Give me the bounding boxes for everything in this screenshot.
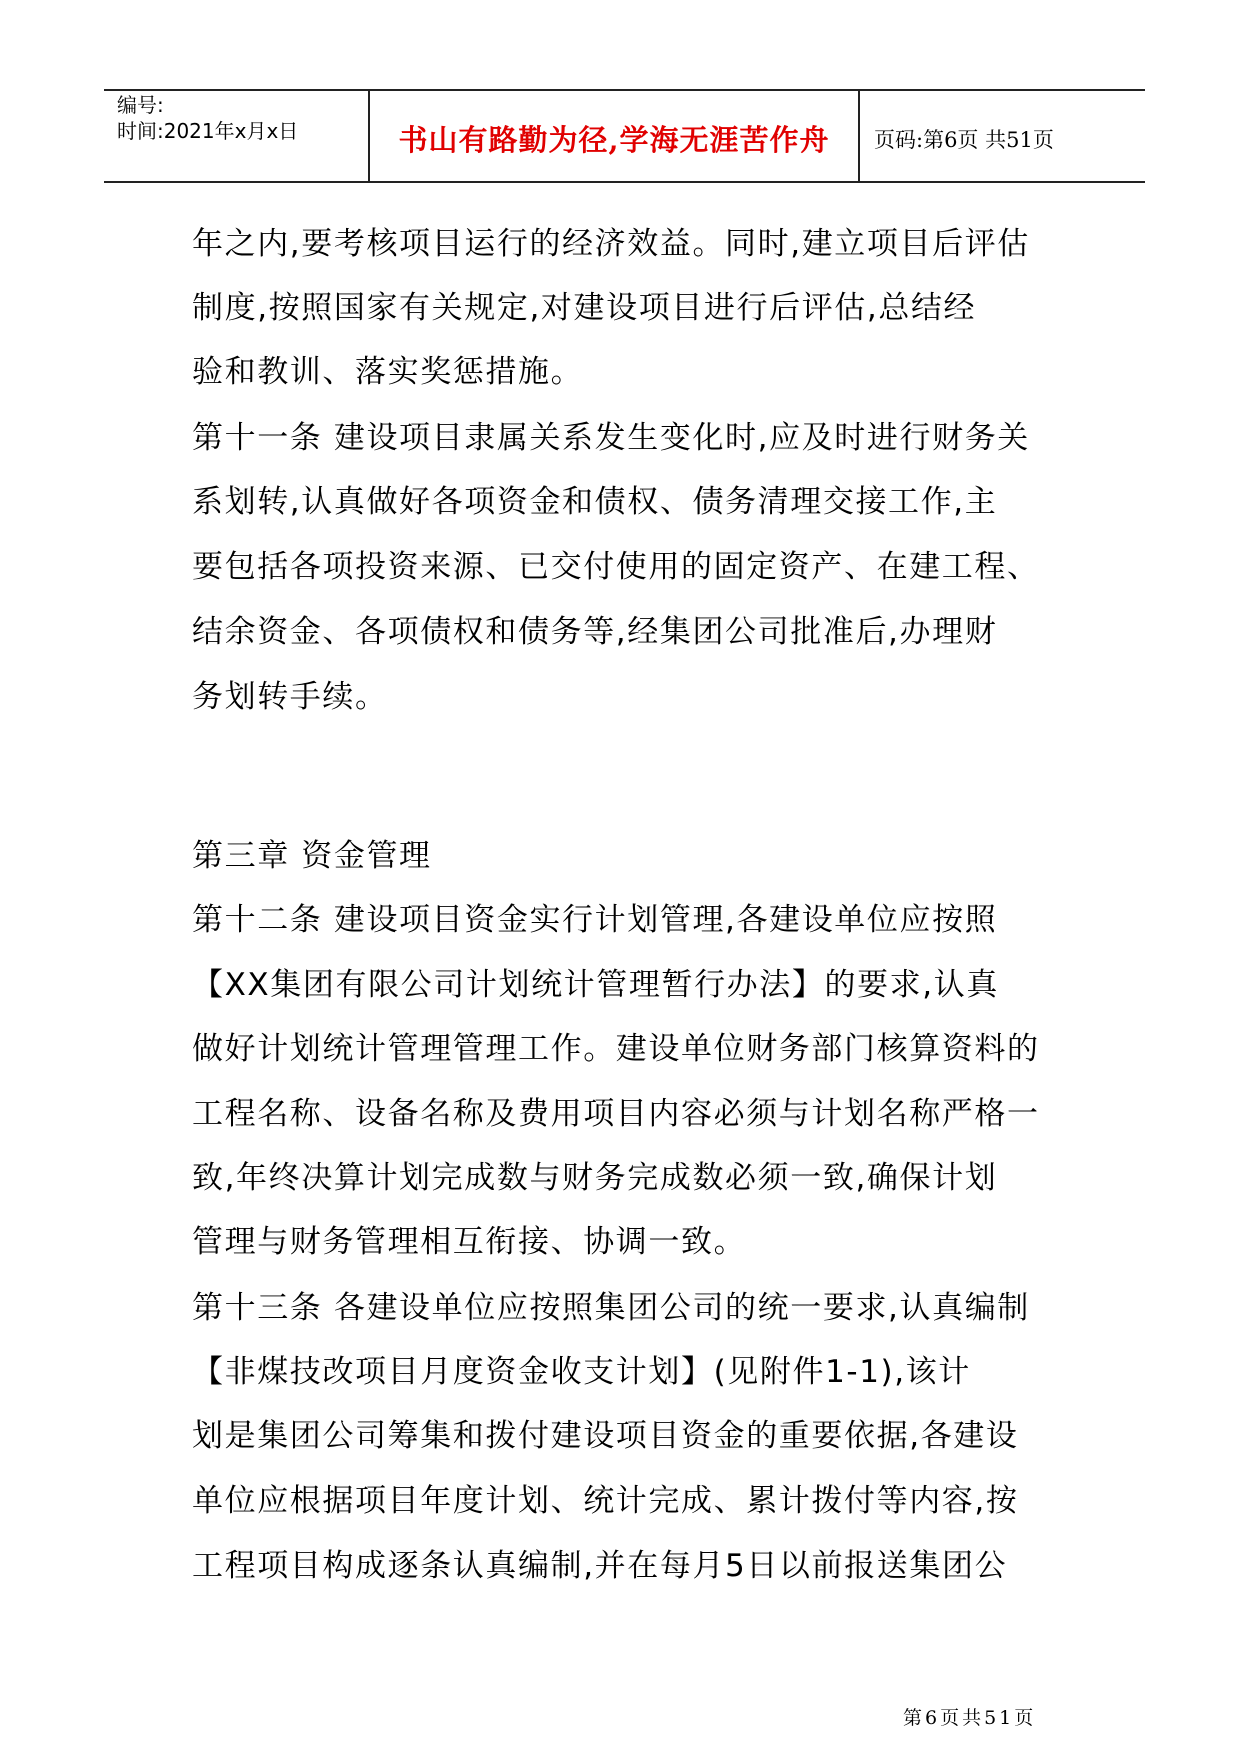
body-line: 管理与财务管理相互衔接、协调一致。 bbox=[192, 1224, 747, 1260]
document-time-label: 时间:2021年x月x日 bbox=[117, 119, 299, 143]
header-divider-right bbox=[858, 90, 860, 182]
body-line: 务划转手续。 bbox=[192, 679, 388, 715]
body-line: 年之内,要考核项目运行的经济效益。同时,建立项目后评估 bbox=[192, 226, 1030, 262]
body-line: 验和教训、落实奖惩措施。 bbox=[192, 354, 584, 390]
article-13-heading: 第十三条 各建设单位应按照集团公司的统一要求,认真编制 bbox=[192, 1290, 1030, 1326]
article-12-heading: 第十二条 建设项目资金实行计划管理,各建设单位应按照 bbox=[192, 902, 998, 938]
document-number-label: 编号: bbox=[117, 93, 164, 117]
header-page-info: 页码:第6页 共51页 bbox=[874, 128, 1054, 152]
body-line: 制度,按照国家有关规定,对建设项目进行后评估,总结经 bbox=[192, 290, 977, 326]
body-line: 【XX集团有限公司计划统计管理暂行办法】的要求,认真 bbox=[192, 967, 999, 1003]
chapter-heading: 第三章 资金管理 bbox=[192, 838, 432, 874]
body-line: 结余资金、各项债权和债务等,经集团公司批准后,办理财 bbox=[192, 614, 998, 650]
body-line: 【非煤技改项目月度资金收支计划】(见附件1-1),该计 bbox=[192, 1354, 971, 1390]
body-line: 工程项目构成逐条认真编制,并在每月5日以前报送集团公 bbox=[192, 1548, 1008, 1584]
header-meta bbox=[117, 92, 298, 144]
body-line: 系划转,认真做好各项资金和债权、债务清理交接工作,主 bbox=[192, 484, 998, 520]
article-11-heading: 第十一条 建设项目隶属关系发生变化时,应及时进行财务关 bbox=[192, 420, 1030, 456]
footer-page-number: 第6页共51页 bbox=[903, 1707, 1037, 1729]
header-bottom-rule bbox=[104, 181, 1145, 183]
header-top-rule bbox=[104, 89, 1145, 91]
header-slogan: 书山有路勤为径,学海无涯苦作舟 bbox=[398, 123, 830, 157]
body-line: 要包括各项投资来源、已交付使用的固定资产、在建工程、 bbox=[192, 549, 1040, 585]
body-line: 单位应根据项目年度计划、统计完成、累计拨付等内容,按 bbox=[192, 1483, 1019, 1519]
body-line: 划是集团公司筹集和拨付建设项目资金的重要依据,各建设 bbox=[192, 1418, 1019, 1454]
body-line: 工程名称、设备名称及费用项目内容必须与计划名称严格一 bbox=[192, 1096, 1040, 1132]
body-line: 做好计划统计管理管理工作。建设单位财务部门核算资料的 bbox=[192, 1031, 1040, 1067]
body-line: 致,年终决算计划完成数与财务完成数必须一致,确保计划 bbox=[192, 1160, 998, 1196]
